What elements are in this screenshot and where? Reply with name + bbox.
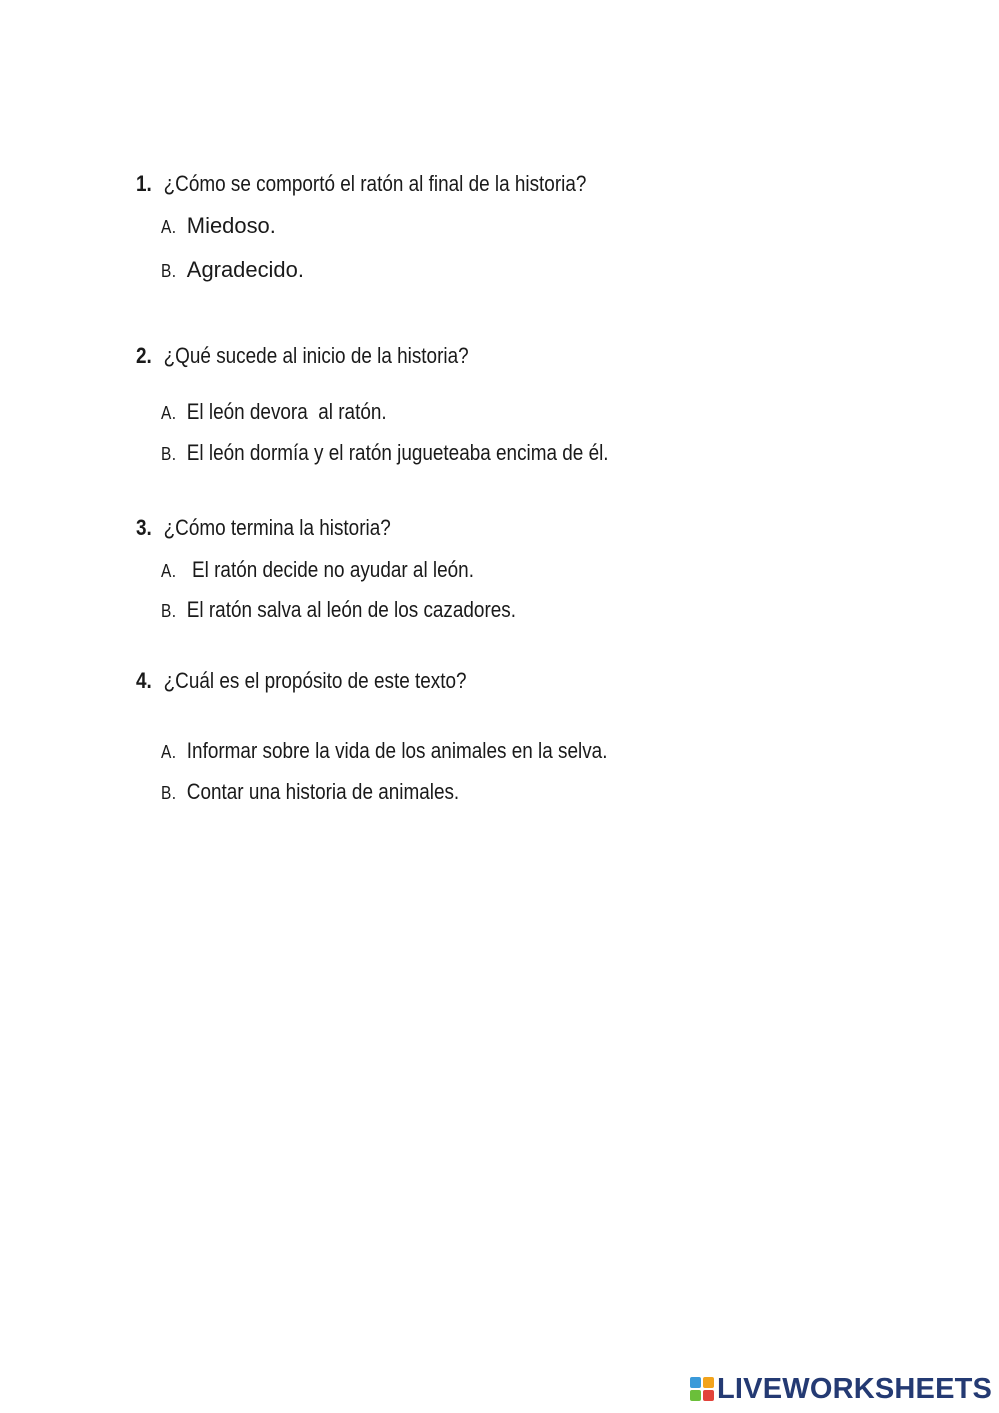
question-3 <box>136 514 391 542</box>
question-number: 4. <box>136 668 152 693</box>
option-letter: B. <box>161 444 177 464</box>
logo-text: LIVEWORKSHEETS <box>717 1372 993 1405</box>
option-text: Agradecido. <box>186 257 304 282</box>
question-4 <box>136 667 467 695</box>
question-number: 2. <box>136 343 152 368</box>
option-letter: A. <box>161 561 177 581</box>
option-letter: B. <box>161 783 177 803</box>
question-number: 3. <box>136 515 152 540</box>
question-2-option-b[interactable] <box>161 439 609 468</box>
option-letter: B. <box>161 601 177 621</box>
question-4-option-b[interactable] <box>161 778 459 807</box>
option-text: El ratón decide no ayudar al león. <box>186 557 474 582</box>
question-text: ¿Cómo termina la historia? <box>163 515 391 540</box>
option-text: Contar una historia de animales. <box>186 779 460 804</box>
logo-mark-icon <box>690 1377 714 1401</box>
option-letter: B. <box>161 261 177 281</box>
question-text: ¿Cuál es el propósito de este texto? <box>163 668 467 693</box>
question-3-option-a[interactable] <box>161 556 474 585</box>
question-3-option-b[interactable] <box>161 596 516 625</box>
logo-mark-square <box>690 1390 701 1401</box>
option-text: Miedoso. <box>186 213 276 238</box>
question-1 <box>136 170 586 198</box>
option-text: El león dormía y el ratón jugueteaba encima de él. <box>186 440 609 465</box>
question-4-option-a[interactable] <box>161 737 607 766</box>
liveworksheets-logo <box>690 1374 992 1404</box>
logo-mark-square <box>703 1390 714 1401</box>
option-letter: A. <box>161 403 177 423</box>
option-text: Informar sobre la vida de los animales en la selva. <box>186 738 608 763</box>
question-2-option-a[interactable] <box>161 398 387 427</box>
question-2 <box>136 342 469 370</box>
option-text: El león devora al ratón. <box>186 399 387 424</box>
logo-mark-square <box>690 1377 701 1388</box>
question-1-option-b[interactable] <box>161 256 304 285</box>
question-text: ¿Cómo se comportó el ratón al final de la historia? <box>163 171 587 196</box>
question-1-option-a[interactable] <box>161 212 276 241</box>
question-number: 1. <box>136 171 152 196</box>
question-text: ¿Qué sucede al inicio de la historia? <box>163 343 469 368</box>
logo-mark-square <box>703 1377 714 1388</box>
option-letter: A. <box>161 742 177 762</box>
option-letter: A. <box>161 217 177 237</box>
option-text: El ratón salva al león de los cazadores. <box>186 597 516 622</box>
